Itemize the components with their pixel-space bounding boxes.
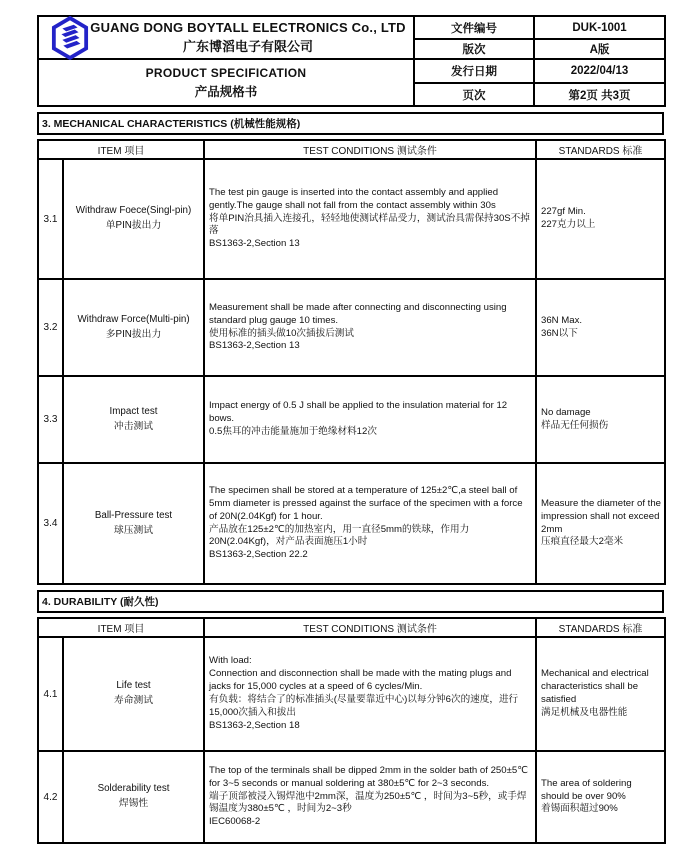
table-header-row [38,140,665,159]
standards [536,279,665,376]
standards [536,376,665,463]
standards-line: Measure the diameter of the impression shall not exceed 2mm [541,497,662,535]
column-header-test-conditions: TEST CONDITIONS 测试条件 [204,140,536,159]
hexagon-cube-logo-icon [51,16,89,60]
item-name [63,463,204,584]
meta-value-page: 第2页 共3页 [534,83,665,106]
item-name-en: Withdraw Foece(Singl-pin) [75,205,192,217]
table-row-3-2 [38,279,665,376]
standards-line: 36N Max. [541,314,583,326]
standards-line: 样品无任何损伤 [541,419,609,431]
item-name-en: Life test [116,680,151,692]
test-line: BS1363-2,Section 13 [209,340,300,352]
meta-label-page: 页次 [414,83,534,106]
item-name-en: Withdraw Force(Multi-pin) [77,313,190,325]
table-row-3-1 [38,159,665,279]
row-number: 3.3 [38,376,63,463]
meta-value-doc-number: DUK-1001 [534,16,665,39]
standards-line: Mechanical and electrical characteristics shall be satisfied [541,668,649,705]
test-line: 使用标准的插头做10次插拔后测试 [209,327,354,339]
meta-value-issue-date: 2022/04/13 [534,59,665,83]
test-line: 将单PIN治具插入连接孔，轻轻地使测试样品受力，测试治具需保持30S不掉落 [209,212,530,237]
section-3-title: 3. MECHANICAL CHARACTERISTICS (机械性能规格) [37,112,664,135]
test-line: BS1363-2,Section 18 [209,719,300,731]
column-header-item: ITEM 项目 [38,618,204,637]
test-line: With load: [209,655,252,667]
test-line: The specimen shall be stored at a temperature of 125±2℃,a steel ball of 5mm diameter is pressed against the surface of the specimen with a force of 20N(2.04Kgf) for 1 hour. [209,484,523,522]
test-line: Impact energy of 0.5 J shall be applied to the insulation material for 12 bows. [209,400,508,425]
column-header-standards: STANDARDS 标准 [536,140,665,159]
standards [536,637,665,751]
standards-line: 压痕直径最大2毫米 [541,536,624,548]
durability-table [37,617,666,844]
table-header-row [38,618,665,637]
item-name-cn: 多PIN拔出力 [105,328,162,340]
item-name [63,637,204,751]
meta-label-issue-date: 发行日期 [414,59,534,83]
standards-line: The area of soldering should be over 90% [541,777,632,802]
company-block [38,16,414,59]
test-line: Measurement shall be made after connecting and disconnecting using standard plug gauge 10 times. [209,301,507,326]
row-number: 4.2 [38,751,63,843]
test-line: IEC60068-2 [209,816,261,828]
company-name-cn: 广东博滔电子有限公司 [182,39,313,54]
document-title-cn: 产品规格书 [194,84,258,99]
item-name [63,159,204,279]
item-name-en: Ball-Pressure test [94,509,173,521]
row-number: 3.1 [38,159,63,279]
standards [536,463,665,584]
test-line: BS1363-2,Section 13 [209,238,300,250]
standards-line: 227克力以上 [541,219,596,230]
column-header-standards: STANDARDS 标准 [536,618,665,637]
test-conditions [204,463,536,584]
row-number: 3.2 [38,279,63,376]
mechanical-characteristics-table [37,139,666,585]
document-header [37,15,666,107]
document-title-block [38,59,414,106]
meta-label-doc-number: 文件编号 [414,16,534,39]
item-name-en: Solderability test [97,783,170,795]
test-line: BS1363-2,Section 22.2 [209,549,308,561]
item-name [63,376,204,463]
table-row-4-2 [38,751,665,843]
test-line: The top of the terminals shall be dipped 2mm in the solder bath of 250±5℃ for 3~5 seconds or manual soldering at 380±5℃ for 2~3 seconds. [209,764,528,789]
meta-label-revision: 版次 [414,39,534,59]
test-conditions [204,751,536,843]
test-line: 端子顶部被浸入锡焊池中2mm深，温度为250±5℃ ，时间为3~5秒，或手焊锡温度为380±5℃ ，时间为2~3秒 [209,790,527,815]
item-name-cn: 球压测试 [113,524,154,536]
document-title-en: PRODUCT SPECIFICATION [145,65,307,80]
item-name-en: Impact test [109,405,158,417]
item-name [63,279,204,376]
item-name [63,751,204,843]
table-row-3-3 [38,376,665,463]
test-conditions [204,637,536,751]
test-line: 有负载：将结合了的标准插头(尽量要靠近中心)以每分钟6次的速度，进行15,000次插入和拔出 [209,694,519,718]
test-line: Connection and disconnection shall be made with the mating plugs and jacks for 15,000 cycles at a speed of 6 cycles/Min. [209,668,512,693]
standards-line: No damage [541,406,591,418]
row-number: 3.4 [38,463,63,584]
table-row-4-1 [38,637,665,751]
test-line: 产品放在125±2℃的加热室内，用一直径5mm的铁球，作用力20N(2.04Kgf)，对产品表面施压1小时 [209,523,470,548]
standards [536,159,665,279]
test-conditions [204,376,536,463]
meta-value-revision: A版 [534,39,665,59]
item-name-cn: 焊锡性 [118,798,149,809]
row-number: 4.1 [38,637,63,751]
test-conditions [204,159,536,279]
test-line: The test pin gauge is inserted into the contact assembly and applied gently.The gauge shall not fall from the contact assembly within 30s [209,186,499,211]
company-name-en: GUANG DONG BOYTALL ELECTRONICS Co., LTD [90,20,406,35]
standards-line: 227gf Min. [541,206,586,218]
item-name-cn: 冲击测试 [113,420,154,432]
item-name-cn: 寿命测试 [113,695,154,706]
table-row-3-4 [38,463,665,584]
section-4-title: 4. DURABILITY (耐久性) [37,590,664,613]
column-header-test-conditions: TEST CONDITIONS 测试条件 [204,618,536,637]
test-line: 0.5焦耳的冲击能量施加于绝缘材料12次 [209,425,377,437]
standards-line: 着锡面积超过90% [541,803,618,815]
standards [536,751,665,843]
item-name-cn: 单PIN拔出力 [105,220,162,231]
company-logo [51,17,89,58]
column-header-item: ITEM 项目 [38,140,204,159]
test-conditions [204,279,536,376]
standards-line: 满足机械及电器性能 [541,706,628,718]
standards-line: 36N以下 [541,327,578,339]
